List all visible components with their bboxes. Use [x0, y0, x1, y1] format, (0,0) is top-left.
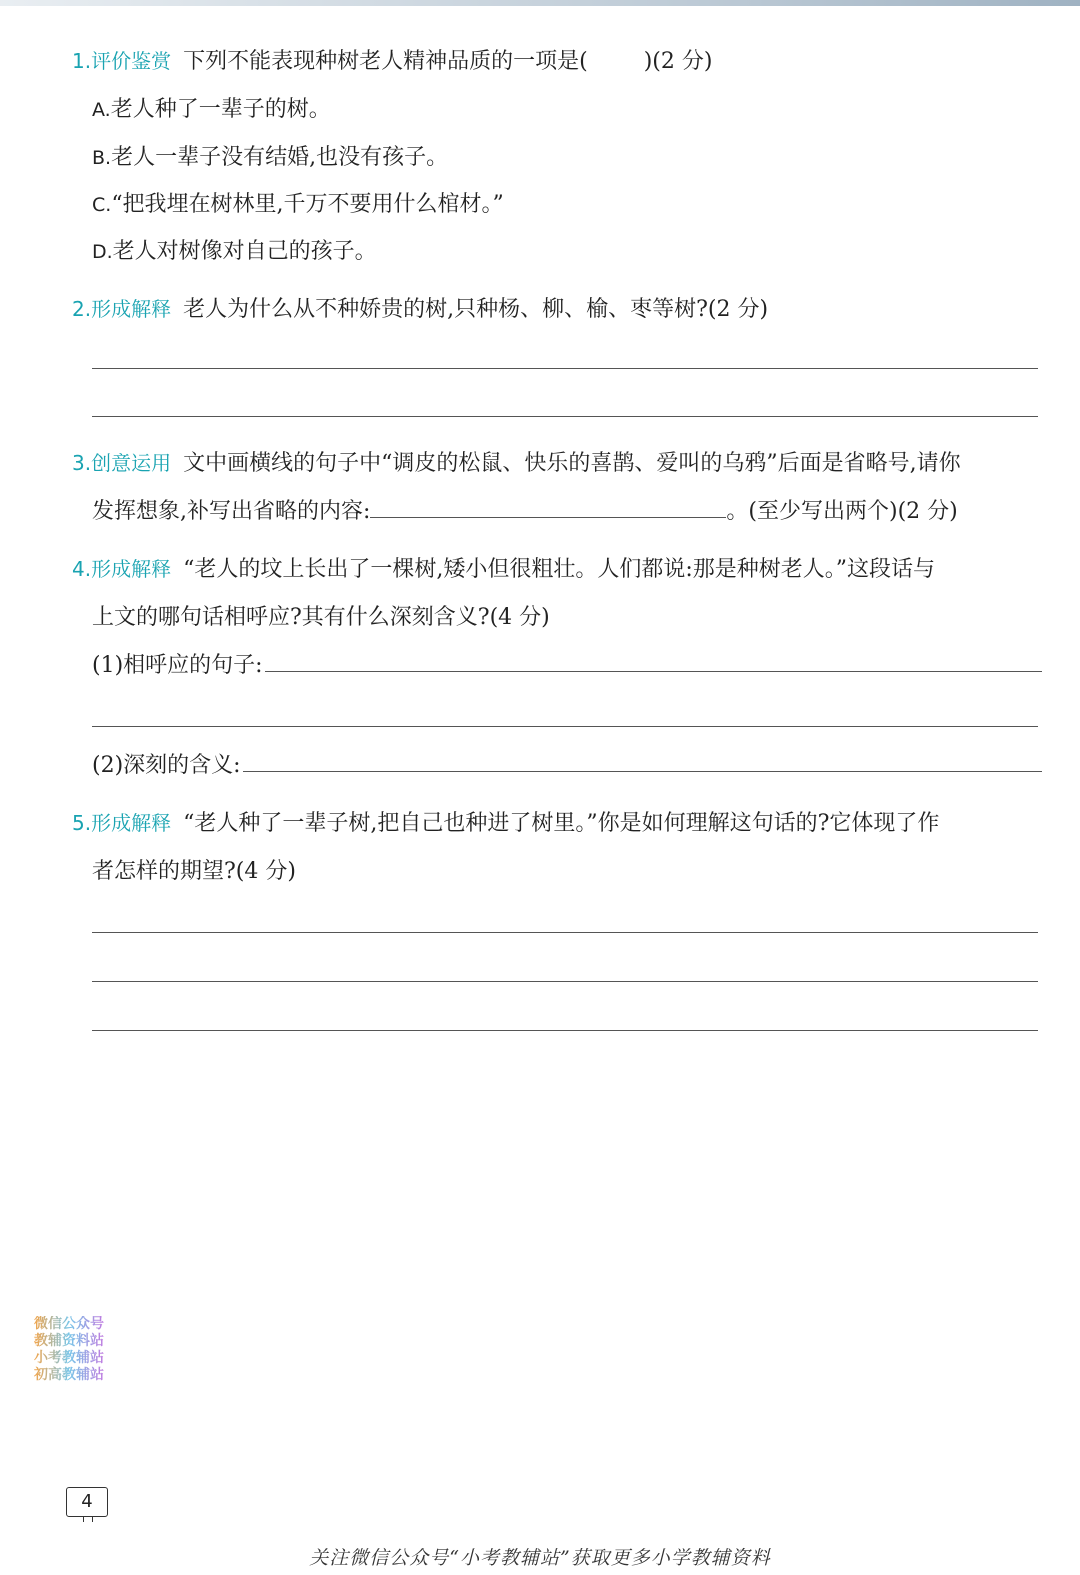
question-4-line2 — [72, 600, 1042, 630]
question-5-line2 — [72, 854, 1042, 884]
option-text: 老人对树像对自己的孩子。 — [112, 239, 377, 264]
answer-blank[interactable] — [265, 649, 1042, 672]
question-1 — [72, 44, 1042, 74]
answer-line[interactable] — [92, 932, 1038, 933]
question-category: 创意运用 — [91, 451, 172, 475]
option-c[interactable] — [92, 187, 504, 218]
watermark-logo — [34, 1316, 104, 1384]
question-text: 者怎样的期望?(4 分) — [92, 859, 296, 884]
question-number: 3. — [72, 451, 92, 475]
option-b[interactable] — [92, 140, 448, 171]
question-4-sub2 — [72, 748, 1042, 778]
top-edge-bar — [0, 0, 1080, 6]
option-letter: D. — [92, 241, 113, 263]
page-number: 4 — [66, 1487, 108, 1517]
answer-blank[interactable] — [370, 495, 726, 518]
question-4-stem — [72, 552, 1042, 582]
option-a[interactable] — [92, 92, 331, 123]
question-2 — [72, 292, 1042, 322]
answer-blank[interactable] — [243, 749, 1042, 772]
watermark-line: 微信公众号 — [34, 1316, 104, 1332]
question-4 — [72, 552, 1042, 678]
question-category: 形成解释 — [91, 297, 172, 321]
sub-question-2 — [72, 748, 1042, 778]
option-text: 老人种了一辈子的树。 — [110, 97, 331, 122]
question-number: 1. — [72, 49, 92, 73]
question-3 — [72, 446, 1042, 524]
answer-line[interactable] — [92, 981, 1038, 982]
answer-line[interactable] — [92, 1030, 1038, 1031]
answer-line[interactable] — [92, 368, 1038, 369]
footer-note: 关注微信公众号“小考教辅站”获取更多小学教辅资料 — [309, 1547, 771, 1569]
question-score: )(2 分) — [643, 49, 713, 74]
question-category: 形成解释 — [91, 811, 172, 835]
question-text: 下列不能表现种树老人精神品质的一项是( — [183, 49, 588, 74]
watermark-line: 教辅资料站 — [34, 1333, 104, 1349]
question-category: 形成解释 — [91, 557, 172, 581]
option-text: 老人一辈子没有结婚,也没有孩子。 — [111, 145, 449, 170]
sub-question-label: (1)相呼应的句子: — [92, 653, 263, 678]
answer-line[interactable] — [92, 416, 1038, 417]
sub-question-1 — [72, 648, 1042, 678]
question-number: 5. — [72, 811, 92, 835]
question-text: “老人种了一辈子树,把自己也种进了树里。”你是如何理解这句话的?它体现了作 — [183, 811, 940, 836]
answer-line[interactable] — [92, 726, 1038, 727]
sub-question-label: (2)深刻的含义: — [92, 753, 241, 778]
question-text: 上文的哪句话相呼应?其有什么深刻含义?(4 分) — [92, 605, 550, 630]
watermark-line: 初高教辅站 — [34, 1367, 104, 1383]
question-number: 4. — [72, 557, 92, 581]
question-text: “老人的坟上长出了一棵树,矮小但很粗壮。人们都说:那是种树老人。”这段话与 — [183, 557, 935, 582]
question-5-stem — [72, 806, 1042, 836]
option-text: “把我埋在树林里,千万不要用什么棺材。” — [111, 192, 504, 217]
option-letter: B. — [92, 147, 112, 169]
question-3-line2 — [72, 494, 1042, 524]
question-text: 文中画横线的句子中“调皮的松鼠、快乐的喜鹊、爱叫的乌鸦”后面是省略号,请你 — [183, 451, 961, 476]
question-text: 发挥想象,补写出省略的内容: — [92, 499, 371, 524]
option-letter: A. — [92, 99, 111, 121]
question-1-stem — [72, 44, 1042, 74]
question-number: 2. — [72, 297, 92, 321]
question-text: 老人为什么从不种娇贵的树,只种杨、柳、榆、枣等树?(2 分) — [183, 297, 769, 322]
question-score: 。(至少写出两个)(2 分) — [726, 499, 958, 524]
question-category: 评价鉴赏 — [91, 49, 172, 73]
question-2-stem — [72, 292, 1042, 322]
watermark-line: 小考教辅站 — [34, 1350, 104, 1366]
question-5 — [72, 806, 1042, 884]
option-d[interactable] — [92, 234, 377, 265]
question-3-stem — [72, 446, 1042, 476]
option-letter: C. — [92, 194, 112, 216]
